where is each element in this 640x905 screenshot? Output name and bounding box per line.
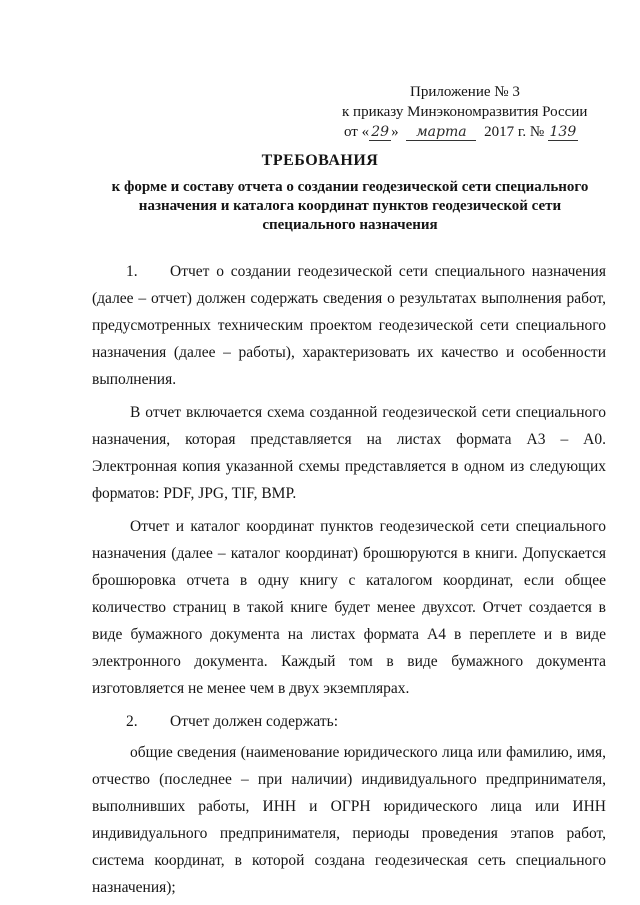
document-subtitle: к форме и составу отчета о создании геодезической сети специального назначения и каталога координат пунктов геодезической сети специального назначения xyxy=(111,179,589,233)
paragraph-text: В отчет включается схема созданной геодезической сети специального назначения, которая представляется на листах формата А3 – А0. Электронная копия указанной схемы представляется в одном из следующих форматов: PDF, JPG, TIF, BMP. xyxy=(92,404,606,502)
paragraph-4 xyxy=(92,708,606,735)
date-prefix: от « xyxy=(344,124,370,140)
order-date-line xyxy=(330,122,630,142)
paragraph-5 xyxy=(92,739,606,901)
paragraph-2 xyxy=(92,399,606,507)
date-year: 2017 г. № xyxy=(484,124,545,140)
document-title: ТРЕБОВАНИЯ xyxy=(261,152,379,169)
paragraph-3 xyxy=(92,513,606,702)
paragraph-1 xyxy=(92,258,606,393)
paragraph-text: Отчет о создании геодезической сети специального назначения (далее – отчет) должен содержать сведения о результатах выполнения работ, предусмотренных техническим проектом геодезической сети специального назначения (далее – работы), характеризовать их качество и особенности выполнения. xyxy=(92,263,606,388)
paragraph-number: 2. xyxy=(126,713,138,730)
paragraph-text: общие сведения (наименование юридического лица или фамилию, имя, отчество (последнее – при наличии) индивидуального предпринимателя, выполнивших работы, ИНН и ОГРН юридического лица или ИНН индивидуального предпринимателя, периоды проведения этапов работ, система координат, в которой создана геодезическая сеть специального назначения); xyxy=(92,744,606,896)
paragraph-text: Отчет должен содержать: xyxy=(170,713,339,730)
paragraph-number: 1. xyxy=(126,263,138,280)
document-body xyxy=(92,258,606,901)
paragraph-text: Отчет и каталог координат пунктов геодезической сети специального назначения (далее – каталог координат) брошюруются в книги. Допускается брошюровка отчета в одну книгу с каталогом координат, если общее количество страниц в такой книге будет менее двухсот. Отчет создается в виде бумажного документа на листах формата А4 в переплете и в виде электронного документа. Каждый том в виде бумажного документа изготовляется не менее чем в двух экземплярах. xyxy=(92,518,606,697)
handwritten-day: 29 xyxy=(369,124,391,141)
appendix-header xyxy=(330,82,630,142)
order-line: к приказу Минэкономразвития России xyxy=(342,104,588,120)
date-mid: » xyxy=(391,124,399,140)
handwritten-month: марта xyxy=(406,124,476,141)
appendix-line: Приложение № 3 xyxy=(410,84,520,100)
handwritten-order-number: 139 xyxy=(549,124,577,140)
